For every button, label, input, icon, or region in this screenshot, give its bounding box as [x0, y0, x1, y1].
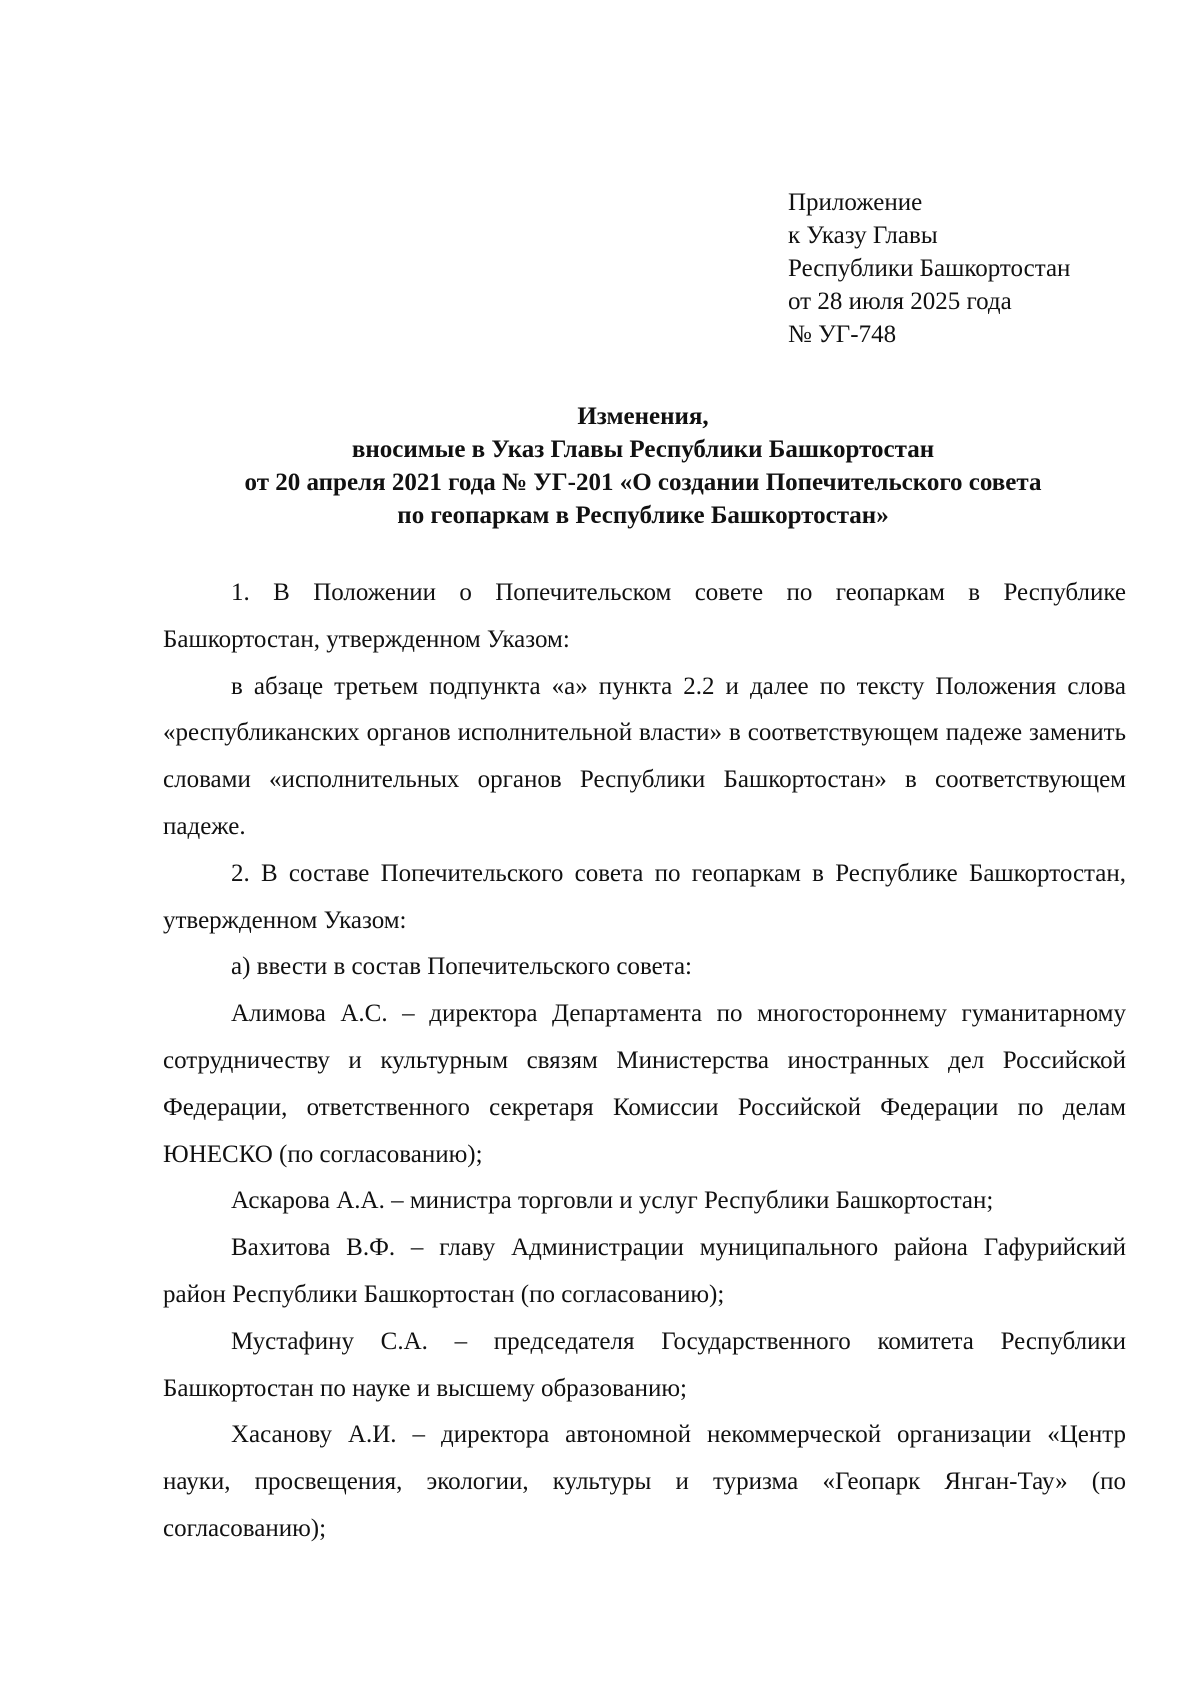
- appendix-line: Приложение: [788, 189, 923, 216]
- appendix-line: от 28 июля 2025 года: [788, 288, 1012, 315]
- title-line: Изменения,: [577, 403, 709, 430]
- title-line: от 20 апреля 2021 года № УГ-201 «О создании Попечительского совета: [244, 469, 1042, 496]
- appendix-header: [788, 186, 1168, 351]
- appendix-line: Республики Башкортостан: [788, 255, 1071, 282]
- title-line: по геопаркам в Республике Башкортостан»: [397, 502, 889, 529]
- paragraph: 1. В Положении о Попечительском совете по геопаркам в Республике Башкортостан, утвержденном Указом:: [163, 579, 1126, 653]
- paragraph: Хасанову А.И. – директора автономной некоммерческой организации «Центр науки, просвещения, экологии, культуры и туризма «Геопарк Янган-Тау» (по согласованию);: [163, 1421, 1126, 1542]
- document-title: [160, 400, 1126, 532]
- document-body: [163, 570, 1126, 1553]
- paragraph: Алимова А.С. – директора Департамента по многостороннему гуманитарному сотрудничеству и культурным связям Министерства иностранных дел Российской Федерации, ответственного секретаря Комиссии Российской Федерации по делам ЮНЕСКО (по согласованию);: [163, 1000, 1126, 1168]
- paragraph: Аскарова А.А. – министра торговли и услуг Республики Башкортостан;: [231, 1187, 994, 1215]
- appendix-line: № УГ-748: [788, 321, 897, 348]
- paragraph: Мустафину С.А. – председателя Государственного комитета Республики Башкортостан по науке и высшему образованию;: [163, 1327, 1126, 1402]
- paragraph: 2. В составе Попечительского совета по геопаркам в Республике Башкортостан, утвержденном Указом:: [163, 859, 1126, 934]
- appendix-line: к Указу Главы: [788, 222, 938, 249]
- paragraph: а) ввести в состав Попечительского совета:: [231, 953, 692, 981]
- title-line: вносимые в Указ Главы Республики Башкортостан: [351, 436, 935, 463]
- paragraph: Вахитова В.Ф. – главу Администрации муниципального района Гафурийский район Республики Башкортостан (по согласованию);: [163, 1234, 1126, 1308]
- paragraph: в абзаце третьем подпункта «а» пункта 2.2 и далее по тексту Положения слова «республиканских органов исполнительной власти» в соответствующем падеже заменить словами «исполнительных органов Республики Башкортостан» в соответствующем падеже.: [163, 672, 1126, 840]
